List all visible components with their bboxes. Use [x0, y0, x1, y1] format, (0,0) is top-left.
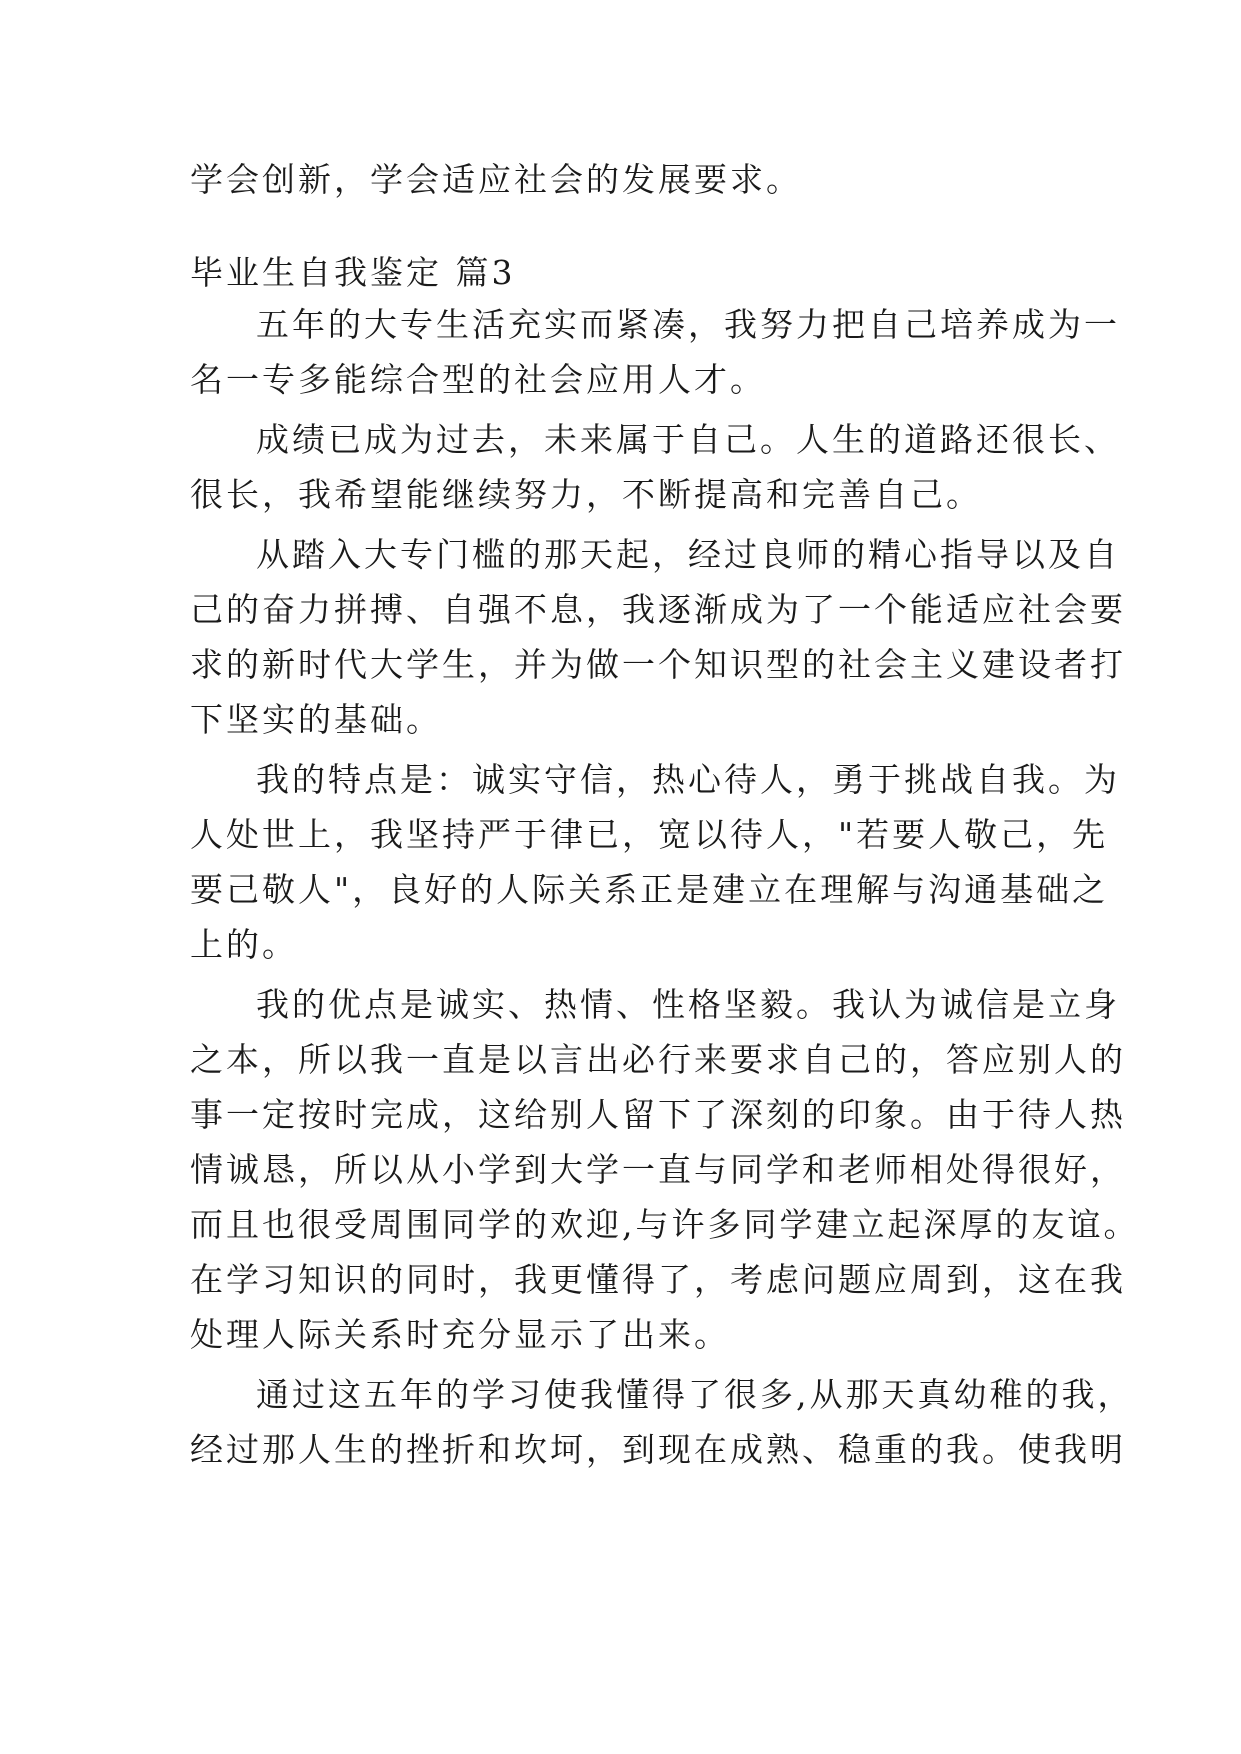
paragraph-line: 我的特点是：诚实守信，热心待人，勇于挑战自我。为: [256, 760, 1120, 799]
paragraph-line: 处理人际关系时充分显示了出来。: [190, 1315, 730, 1354]
paragraph-line: 在学习知识的同时，我更懂得了，考虑问题应周到，这在我: [190, 1260, 1126, 1299]
paragraph-line: 通过这五年的学习使我懂得了很多,从那天真幼稚的我，: [256, 1375, 1134, 1414]
paragraph-line: 五年的大专生活充实而紧凑，我努力把自己培养成为一: [256, 305, 1120, 344]
paragraph-line: 人处世上，我坚持严于律已，宽以待人，"若要人敬己，先: [190, 815, 1109, 854]
paragraph-line: 事一定按时完成，这给别人留下了深刻的印象。由于待人热: [190, 1095, 1126, 1134]
paragraph-line: 我的优点是诚实、热情、性格坚毅。我认为诚信是立身: [256, 985, 1120, 1024]
paragraph-line: 很长，我希望能继续努力，不断提高和完善自己。: [190, 475, 982, 514]
paragraph-line: 成绩已成为过去，未来属于自己。人生的道路还很长、: [256, 420, 1120, 459]
paragraph-line: 学会创新，学会适应社会的发展要求。: [190, 160, 802, 199]
paragraph-line: 名一专多能综合型的社会应用人才。: [190, 360, 766, 399]
paragraph-line: 之本，所以我一直是以言出必行来要求自己的，答应别人的: [190, 1040, 1126, 1079]
paragraph-line: 而且也很受周围同学的欢迎,与许多同学建立起深厚的友谊。: [190, 1205, 1140, 1244]
paragraph-line: 从踏入大专门槛的那天起，经过良师的精心指导以及自: [256, 535, 1120, 574]
paragraph-line: 下坚实的基础。: [190, 700, 442, 739]
paragraph-line: 经过那人生的挫折和坎坷，到现在成熟、稳重的我。使我明: [190, 1430, 1126, 1469]
section-heading: 毕业生自我鉴定 篇3: [190, 253, 516, 292]
paragraph-line: 上的。: [190, 925, 298, 964]
paragraph-line: 情诚恳，所以从小学到大学一直与同学和老师相处得很好，: [190, 1150, 1126, 1189]
paragraph-line: 求的新时代大学生，并为做一个知识型的社会主义建设者打: [190, 645, 1126, 684]
paragraph-line: 己的奋力拼搏、自强不息，我逐渐成为了一个能适应社会要: [190, 590, 1126, 629]
paragraph-line: 要己敬人"，良好的人际关系正是建立在理解与沟通基础之: [190, 870, 1109, 909]
